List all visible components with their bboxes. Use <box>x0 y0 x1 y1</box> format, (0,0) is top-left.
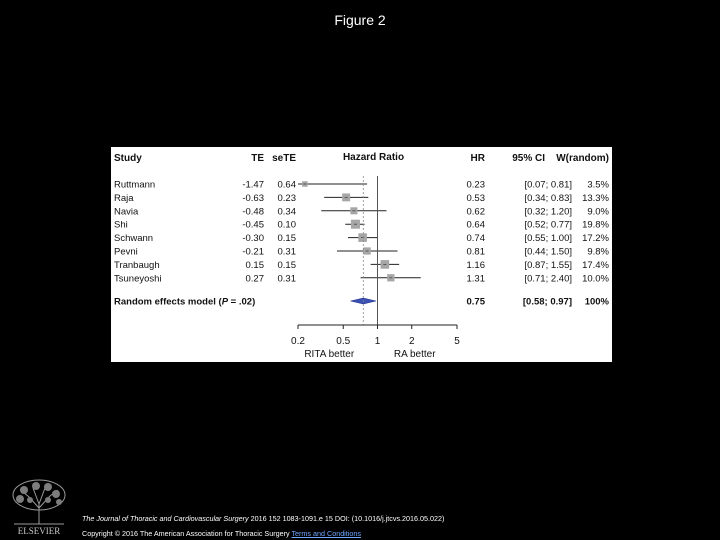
study-sete: 0.15 <box>277 233 296 245</box>
study-hr: 0.74 <box>466 233 485 245</box>
svg-text:ELSEVIER: ELSEVIER <box>17 526 61 536</box>
x-tick-label: 0.5 <box>336 336 351 347</box>
study-sete: 0.64 <box>277 179 296 191</box>
study-sete: 0.10 <box>277 219 296 231</box>
study-hr: 1.31 <box>466 273 485 285</box>
study-weight: 19.8% <box>582 219 609 231</box>
study-ci: [0.44; 1.50] <box>524 246 572 258</box>
study-te: -1.47 <box>242 179 264 191</box>
terms-and-conditions-link[interactable]: Terms and Conditions <box>291 529 361 538</box>
header-ci: 95% CI <box>512 153 545 164</box>
forest-plot <box>111 147 612 362</box>
study-sete: 0.34 <box>277 206 296 218</box>
study-name: Tsuneyoshi <box>114 273 162 285</box>
x-tick-label: 0.2 <box>291 336 305 347</box>
study-hr: 0.53 <box>466 192 485 204</box>
study-te: 0.27 <box>245 273 264 285</box>
figure-title: Figure 2 <box>334 12 386 28</box>
study-te: -0.45 <box>242 219 264 231</box>
elsevier-logo <box>6 478 72 536</box>
study-weight: 10.0% <box>582 273 609 285</box>
study-name: Shi <box>114 219 128 231</box>
pooled-weight: 100% <box>584 296 609 308</box>
x-tick-label: 2 <box>408 336 415 347</box>
study-weight: 9.0% <box>587 206 609 218</box>
header-hr: HR <box>470 153 485 164</box>
pooled-ci: [0.58; 0.97] <box>522 296 572 308</box>
pooled-hr: 0.75 <box>466 296 485 308</box>
study-name: Tranbaugh <box>114 259 160 271</box>
study-ci: [0.55; 1.00] <box>524 233 572 245</box>
header-study: Study <box>114 153 142 164</box>
x-label-left: RITA better <box>304 349 355 360</box>
study-hr: 0.81 <box>466 246 485 258</box>
copyright-text: Copyright © 2016 The American Association for Thoracic Surgery <box>82 529 292 538</box>
study-name: Schwann <box>114 233 154 245</box>
study-ci: [0.52; 0.77] <box>524 219 572 231</box>
study-hr: 0.64 <box>466 219 485 231</box>
pooled-label: Random effects model (P = .02) <box>114 296 256 308</box>
study-te: -0.63 <box>242 192 264 204</box>
study-te: -0.21 <box>242 246 264 258</box>
study-name: Ruttmann <box>114 179 156 191</box>
copyright-line <box>82 529 361 538</box>
study-hr: 0.62 <box>466 206 485 218</box>
header-weight: W(random) <box>556 153 609 164</box>
study-ci: [0.32; 1.20] <box>524 206 572 218</box>
study-ci: [0.07; 0.81] <box>524 179 572 191</box>
study-te: 0.15 <box>245 259 264 271</box>
study-sete: 0.31 <box>277 246 296 258</box>
study-name: Navia <box>114 206 139 218</box>
header-sete: seTE <box>272 153 296 164</box>
x-label-right: RA better <box>393 349 436 360</box>
study-sete: 0.31 <box>277 273 296 285</box>
citation-details: 2016 152 1083-1091.e 15 DOI: (10.1016/j.jtcvs.2016.05.022) <box>248 514 445 523</box>
study-te: -0.48 <box>242 206 264 218</box>
study-sete: 0.23 <box>277 192 296 204</box>
header-te: TE <box>251 153 264 164</box>
study-hr: 1.16 <box>466 259 485 271</box>
study-ci: [0.34; 0.83] <box>524 192 572 204</box>
study-te: -0.30 <box>242 233 264 245</box>
study-name: Pevni <box>114 246 138 258</box>
study-name: Raja <box>114 192 134 204</box>
study-weight: 17.4% <box>582 259 609 271</box>
study-ci: [0.71; 2.40] <box>524 273 572 285</box>
journal-name: The Journal of Thoracic and Cardiovascular Surgery <box>82 514 249 523</box>
study-weight: 17.2% <box>582 233 609 245</box>
study-weight: 9.8% <box>587 246 609 258</box>
header-hazard-ratio: Hazard Ratio <box>342 152 405 163</box>
study-ci: [0.87; 1.55] <box>524 259 572 271</box>
x-tick-label: 1 <box>374 336 381 347</box>
study-hr: 0.23 <box>466 179 485 191</box>
forest-plot-panel <box>111 147 612 362</box>
citation-line <box>82 514 444 523</box>
x-tick-label: 5 <box>454 336 460 347</box>
study-sete: 0.15 <box>277 259 296 271</box>
study-weight: 3.5% <box>587 179 609 191</box>
study-weight: 13.3% <box>582 192 609 204</box>
